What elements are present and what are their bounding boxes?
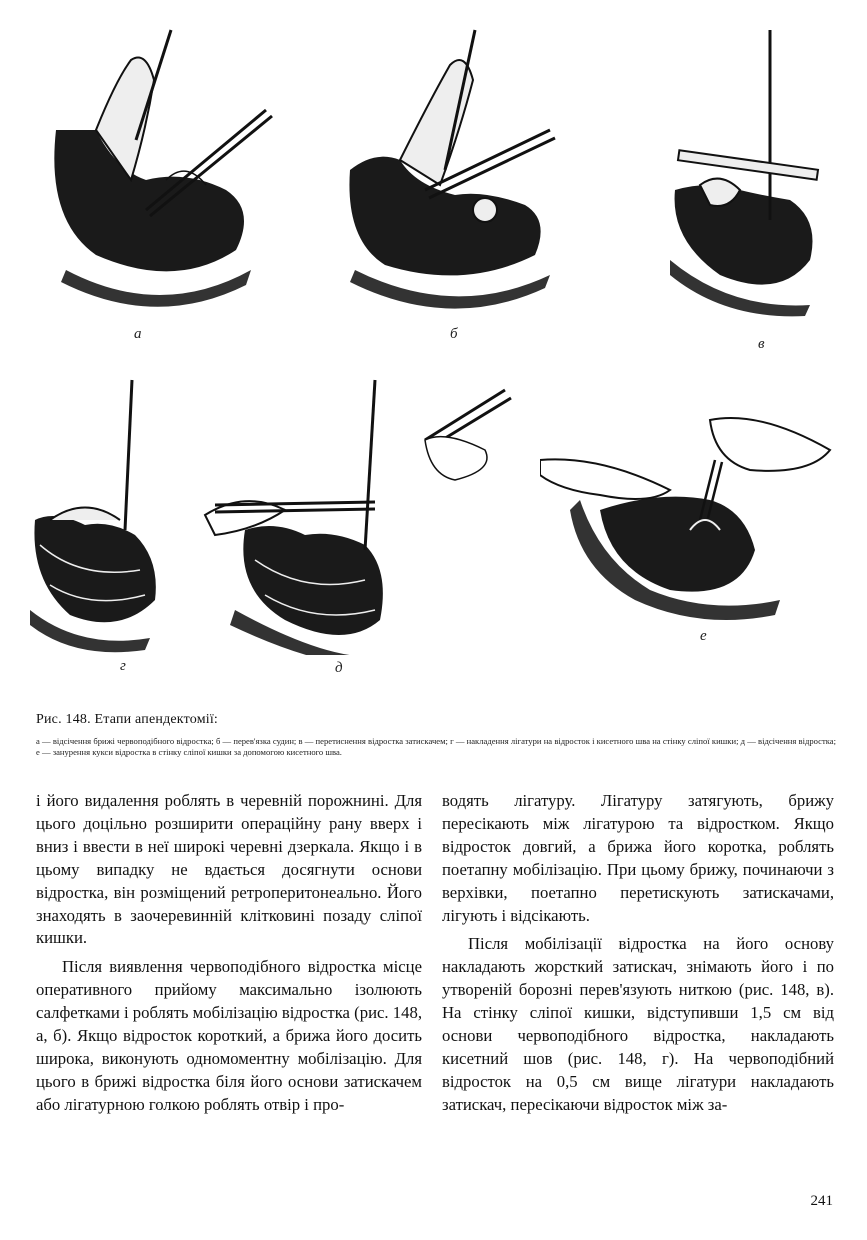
paragraph: і його видалення роблять в черевній порожнині. Для цього доцільно розширити операційну рану вверх і вниз і ввести в неї широкі черевні дзеркала. Якщо і в цьому випадку не вдається досягнути основи відростка, він розміщений ретроперитонеально. Його знаходять в заочеревинній клітковині позаду сліпої кишки. [36,791,422,948]
figure-caption [36,712,836,758]
text-column-right [442,790,834,1117]
clamp-compression-illustration [670,20,830,320]
panel-label-g: г [120,658,126,674]
text-column-left [36,790,422,1117]
appendix-mesentery-illustration [36,20,286,320]
paragraph: водять лігатуру. Лігатуру затягують, брижу пересікають між лігатурою та відростком. Якщо відросток довгий, а брижа його коротка, роблять поетапну мобілізацію. При цьому брижу, починаючи з верхівки, поетапно перетискують затискачами, лігують і відсікають. [442,791,834,925]
vessel-ligation-illustration [345,20,560,320]
panel-label-d: д [335,660,343,676]
figure-panel-d [195,370,525,676]
paragraph: Після виявлення червоподібного відростка місце оперативного прийому максимально ізолюють салфетками і роблять мобілізацію відростка (рис. 148, а, б). Якщо відросток короткий, а брижа його досить широка, виконують одномоментну мобілізацію. Для цього в брижі відростка біля його основи затискачем або лігатурною голкою роблять отвір і про- [36,957,422,1114]
figure-panel-g [30,370,170,674]
panel-label-b: б [450,326,458,342]
caption-body: а — відсічення брижі червоподібного відростка; б — перев'язка судин; в — перетиснення відростка затискачем; г — накладення лігатури на відросток і кисетного шва на стінку сліпої кишки; д — відсічення відростка; е — занурення кукси відростка в стінку сліпої кишки за допомогою кисетного шва. [36,736,836,757]
page-number: 241 [810,1193,833,1209]
panel-label-v: в [758,336,765,352]
figure-panel-v [670,20,830,352]
paragraph: Після мобілізації відростка на його основу накладають жорсткий затискач, знімають його і по утвореній борозні перев'язують ниткою (рис. 148, в). На стінку сліпої кишки, відступивши 1,5 см від основи червоподібного відростка, накладають кисетний шов (рис. 148, г). На червоподібний відросток на 0,5 см вище лігатури накладають затискач, пересікаючи відросток між за- [442,934,834,1114]
figure-panel-a [36,20,286,342]
figure-panel-b [345,20,560,342]
panel-label-a: а [134,326,142,342]
appendix-cutting-illustration [195,370,525,655]
stump-invagination-illustration [540,400,840,635]
figure-panel-e [540,400,840,644]
caption-title: Рис. 148. Етапи апендектомії: [36,712,219,727]
panel-label-e: е [700,628,707,644]
purse-string-suture-illustration [30,370,170,655]
